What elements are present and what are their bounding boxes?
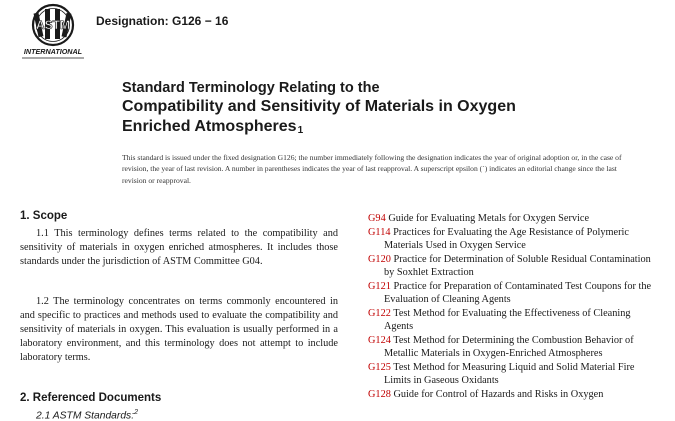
reference-link-g120[interactable]: G120 — [368, 254, 391, 266]
scope-heading: 1. Scope — [20, 210, 68, 222]
astm-logo-caption: INTERNATIONAL — [23, 47, 83, 56]
reference-link-g94[interactable]: G94 — [368, 213, 386, 224]
reference-item-g120 — [368, 253, 660, 279]
reference-item-g94 — [368, 212, 660, 225]
reference-title: Test Method for Determining the Combustion Behavior of Metallic Materials in Oxygen-Enriched Atmospheres — [384, 335, 634, 360]
reference-title: Test Method for Measuring Liquid and Solid Material Fire Limits in Gaseous Oxidants — [384, 362, 635, 387]
astm-standards-footnote: 2 — [134, 409, 138, 416]
reference-title: Guide for Control of Hazards and Risks in Oxygen — [393, 389, 604, 401]
reference-title: Test Method for Evaluating the Effectiveness of Cleaning Agents — [384, 308, 631, 333]
astm-standards-label: 2.1 ASTM Standards: — [36, 410, 135, 421]
astm-seal — [33, 5, 73, 45]
astm-logo — [20, 3, 86, 61]
reference-item-g128 — [368, 388, 660, 401]
title-line-1: Standard Terminology Relating to the — [122, 80, 380, 96]
reference-item-g122 — [368, 307, 660, 333]
title-line-2: Compatibility and Sensitivity of Materials in Oxygen — [122, 98, 516, 115]
title-line-3-text: Enriched Atmospheres — [122, 118, 297, 135]
astm-standards-subheading — [36, 409, 138, 421]
reference-link-g114[interactable]: G114 — [368, 226, 391, 238]
reference-title: Guide for Evaluating Metals for Oxygen Service — [388, 213, 590, 224]
reference-item-g121 — [368, 280, 660, 306]
reference-link-g124[interactable]: G124 — [368, 335, 391, 347]
reference-title: Practices for Evaluating the Age Resistance of Polymeric Materials Used in Oxygen Service — [384, 226, 629, 252]
designation-label: Designation: G126 − 16 — [96, 14, 229, 28]
reference-link-g125[interactable]: G125 — [368, 362, 391, 374]
reference-item-g124 — [368, 334, 660, 360]
reference-list — [368, 212, 660, 402]
svg-text:ASTM: ASTM — [36, 18, 70, 32]
reference-link-g121[interactable]: G121 — [368, 281, 391, 293]
reference-title: Practice for Determination of Soluble Residual Contamination by Soxhlet Extraction — [384, 254, 651, 279]
reference-item-g125 — [368, 361, 660, 387]
reference-title: Practice for Preparation of Contaminated Test Coupons for the Evaluation of Cleaning Agents — [384, 281, 652, 306]
standard-notice: This standard is issued under the fixed designation G126; the number immediately following the designation indicates the year of original adoption or, in the case of revision, the year of last revision. A number in parentheses indicates the year of last reapproval. A superscript epsilon (´) indicates an editorial change since the last revision or reapproval. — [122, 153, 622, 185]
scope-paragraph-1-2: 1.2 The terminology concentrates on terms commonly encountered in and specific to practices and methods used to evaluate the compatibility and sensitivity of materials in oxygen. This evaluation is usually performed in a laboratory environment, and this terminology does not attempt to include laboratory terms. — [20, 296, 338, 363]
reference-item-g114 — [368, 226, 660, 252]
reference-link-g128[interactable]: G128 — [368, 389, 391, 401]
scope-paragraph-1-1: 1.1 This terminology defines terms related to the compatibility and sensitivity of materials in oxygen enriched atmospheres. It includes those standards under the jurisdiction of ASTM Committee G04. — [20, 228, 338, 267]
referenced-documents-heading: 2. Referenced Documents — [20, 392, 162, 404]
title-line-3 — [122, 118, 303, 136]
reference-link-g122[interactable]: G122 — [368, 308, 391, 320]
title-footnote-mark: 1 — [297, 125, 304, 136]
